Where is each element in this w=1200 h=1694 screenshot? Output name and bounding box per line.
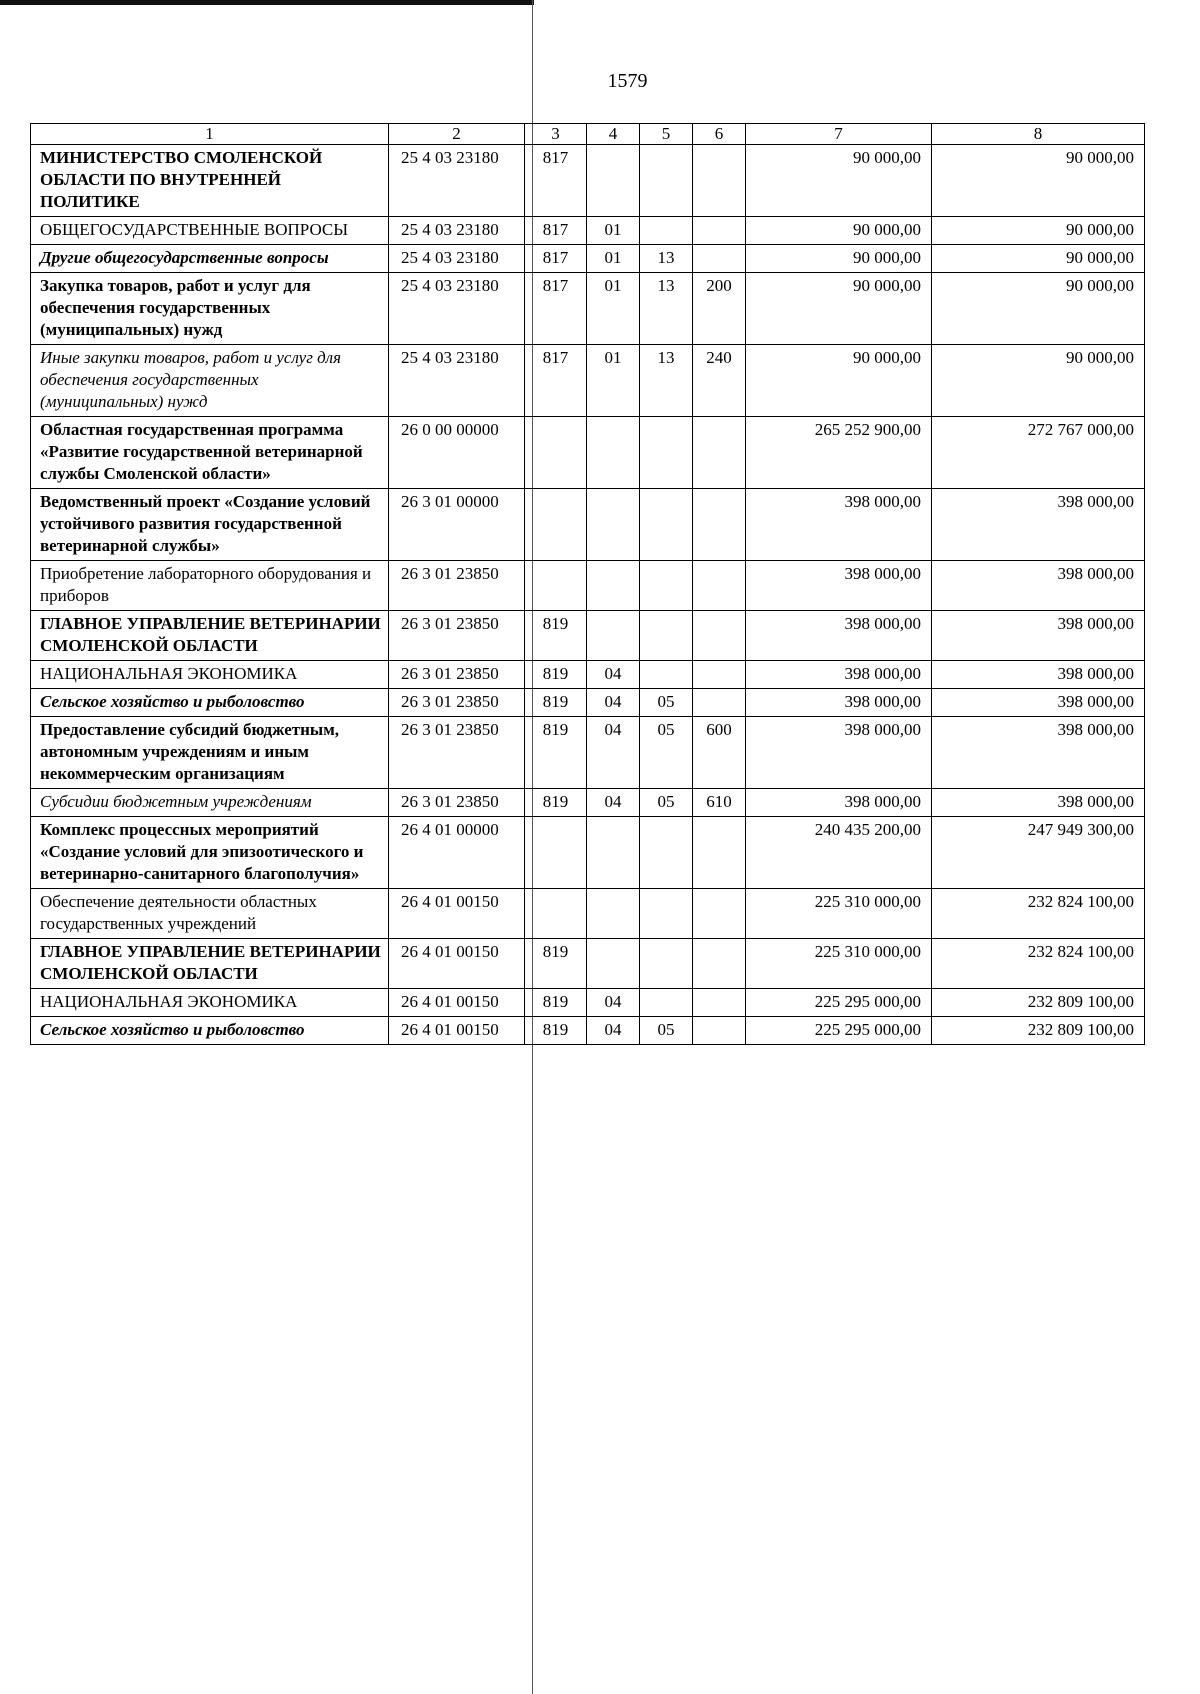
amount-year-1-cell: 265 252 900,00: [746, 417, 932, 489]
table-row: [31, 345, 1145, 417]
amount-year-1-cell: 398 000,00: [746, 489, 932, 561]
section-code-cell: 01: [587, 345, 640, 417]
expense-type-cell: [693, 489, 746, 561]
grbs-cell: 817: [525, 273, 587, 345]
table-row: [31, 417, 1145, 489]
subsection-code-cell: [640, 217, 693, 245]
amount-year-2-cell: 247 949 300,00: [932, 817, 1145, 889]
amount-year-1-cell: 240 435 200,00: [746, 817, 932, 889]
row-name-cell: Закупка товаров, работ и услуг для обеспечения государственных (муниципальных) нужд: [31, 273, 389, 345]
expense-type-cell: [693, 245, 746, 273]
row-name-cell: Сельское хозяйство и рыболовство: [31, 689, 389, 717]
section-code-cell: 04: [587, 689, 640, 717]
subsection-code-cell: [640, 817, 693, 889]
amount-year-2-cell: 90 000,00: [932, 217, 1145, 245]
table-header-row: [31, 124, 1145, 145]
row-name-cell: ГЛАВНОЕ УПРАВЛЕНИЕ ВЕТЕРИНАРИИ СМОЛЕНСКОЙ ОБЛАСТИ: [31, 939, 389, 989]
grbs-cell: 819: [525, 1017, 587, 1045]
expense-type-cell: [693, 889, 746, 939]
table-row: [31, 939, 1145, 989]
budget-table: [30, 123, 1145, 1045]
amount-year-1-cell: 90 000,00: [746, 245, 932, 273]
subsection-code-cell: [640, 939, 693, 989]
amount-year-2-cell: 272 767 000,00: [932, 417, 1145, 489]
amount-year-1-cell: 90 000,00: [746, 273, 932, 345]
subsection-code-cell: 05: [640, 789, 693, 817]
amount-year-2-cell: 232 824 100,00: [932, 939, 1145, 989]
section-code-cell: [587, 417, 640, 489]
row-name-cell: Комплекс процессных мероприятий «Создание условий для эпизоотического и ветеринарно-санитарного благополучия»: [31, 817, 389, 889]
amount-year-1-cell: 398 000,00: [746, 661, 932, 689]
grbs-cell: 819: [525, 717, 587, 789]
target-article-cell: 26 3 01 23850: [389, 717, 525, 789]
section-code-cell: [587, 611, 640, 661]
amount-year-2-cell: 232 824 100,00: [932, 889, 1145, 939]
section-code-cell: [587, 489, 640, 561]
target-article-cell: 25 4 03 23180: [389, 345, 525, 417]
amount-year-1-cell: 90 000,00: [746, 345, 932, 417]
expense-type-cell: 240: [693, 345, 746, 417]
section-code-cell: [587, 889, 640, 939]
grbs-cell: 817: [525, 245, 587, 273]
grbs-cell: [525, 889, 587, 939]
table-row: [31, 145, 1145, 217]
expense-type-cell: [693, 817, 746, 889]
amount-year-1-cell: 398 000,00: [746, 717, 932, 789]
target-article-cell: 25 4 03 23180: [389, 145, 525, 217]
amount-year-2-cell: 232 809 100,00: [932, 989, 1145, 1017]
target-article-cell: 26 4 01 00150: [389, 889, 525, 939]
expense-type-cell: [693, 989, 746, 1017]
subsection-code-cell: 05: [640, 689, 693, 717]
subsection-code-cell: [640, 611, 693, 661]
target-article-cell: 26 3 01 23850: [389, 689, 525, 717]
table-row: [31, 717, 1145, 789]
grbs-cell: 819: [525, 939, 587, 989]
header-cell-5: 5: [640, 124, 693, 145]
subsection-code-cell: [640, 561, 693, 611]
amount-year-1-cell: 398 000,00: [746, 689, 932, 717]
amount-year-2-cell: 232 809 100,00: [932, 1017, 1145, 1045]
top-rule: [0, 0, 534, 5]
expense-type-cell: [693, 611, 746, 661]
header-cell-6: 6: [693, 124, 746, 145]
amount-year-2-cell: 398 000,00: [932, 661, 1145, 689]
row-name-cell: НАЦИОНАЛЬНАЯ ЭКОНОМИКА: [31, 989, 389, 1017]
target-article-cell: 26 0 00 00000: [389, 417, 525, 489]
table-row: [31, 273, 1145, 345]
target-article-cell: 25 4 03 23180: [389, 217, 525, 245]
section-code-cell: 04: [587, 661, 640, 689]
section-code-cell: [587, 145, 640, 217]
amount-year-2-cell: 398 000,00: [932, 789, 1145, 817]
table-row: [31, 817, 1145, 889]
amount-year-1-cell: 225 295 000,00: [746, 989, 932, 1017]
table-row: [31, 561, 1145, 611]
header-cell-4: 4: [587, 124, 640, 145]
table-row: [31, 689, 1145, 717]
grbs-cell: [525, 417, 587, 489]
target-article-cell: 26 4 01 00150: [389, 1017, 525, 1045]
row-name-cell: Приобретение лабораторного оборудования и приборов: [31, 561, 389, 611]
target-article-cell: 26 3 01 23850: [389, 611, 525, 661]
expense-type-cell: [693, 145, 746, 217]
section-code-cell: 01: [587, 245, 640, 273]
amount-year-1-cell: 225 310 000,00: [746, 939, 932, 989]
section-code-cell: [587, 817, 640, 889]
amount-year-2-cell: 90 000,00: [932, 273, 1145, 345]
subsection-code-cell: [640, 661, 693, 689]
target-article-cell: 26 3 01 23850: [389, 789, 525, 817]
header-cell-1: 1: [31, 124, 389, 145]
subsection-code-cell: [640, 417, 693, 489]
section-code-cell: 04: [587, 789, 640, 817]
amount-year-2-cell: 90 000,00: [932, 345, 1145, 417]
amount-year-1-cell: 398 000,00: [746, 611, 932, 661]
section-code-cell: [587, 939, 640, 989]
row-name-cell: Ведомственный проект «Создание условий устойчивого развития государственной ветеринарной службы»: [31, 489, 389, 561]
section-code-cell: 04: [587, 717, 640, 789]
amount-year-2-cell: 90 000,00: [932, 145, 1145, 217]
row-name-cell: ГЛАВНОЕ УПРАВЛЕНИЕ ВЕТЕРИНАРИИ СМОЛЕНСКОЙ ОБЛАСТИ: [31, 611, 389, 661]
header-cell-8: 8: [932, 124, 1145, 145]
amount-year-1-cell: 225 310 000,00: [746, 889, 932, 939]
amount-year-2-cell: 398 000,00: [932, 561, 1145, 611]
row-name-cell: Обеспечение деятельности областных государственных учреждений: [31, 889, 389, 939]
target-article-cell: 25 4 03 23180: [389, 245, 525, 273]
table-row: [31, 611, 1145, 661]
row-name-cell: НАЦИОНАЛЬНАЯ ЭКОНОМИКА: [31, 661, 389, 689]
amount-year-2-cell: 398 000,00: [932, 689, 1145, 717]
grbs-cell: [525, 817, 587, 889]
subsection-code-cell: 13: [640, 345, 693, 417]
section-code-cell: 01: [587, 273, 640, 345]
section-code-cell: 04: [587, 989, 640, 1017]
grbs-cell: [525, 561, 587, 611]
subsection-code-cell: [640, 989, 693, 1017]
amount-year-1-cell: 90 000,00: [746, 145, 932, 217]
subsection-code-cell: [640, 489, 693, 561]
row-name-cell: Областная государственная программа «Развитие государственной ветеринарной службы Смоленской области»: [31, 417, 389, 489]
expense-type-cell: [693, 1017, 746, 1045]
grbs-cell: 817: [525, 345, 587, 417]
target-article-cell: 26 3 01 23850: [389, 561, 525, 611]
table-row: [31, 1017, 1145, 1045]
table-row: [31, 489, 1145, 561]
section-code-cell: [587, 561, 640, 611]
row-name-cell: Предоставление субсидий бюджетным, автономным учреждениям и иным некоммерческим организациям: [31, 717, 389, 789]
amount-year-1-cell: 398 000,00: [746, 789, 932, 817]
page-number: 1579: [607, 70, 648, 92]
amount-year-1-cell: 225 295 000,00: [746, 1017, 932, 1045]
amount-year-1-cell: 398 000,00: [746, 561, 932, 611]
table-row: [31, 989, 1145, 1017]
expense-type-cell: [693, 417, 746, 489]
amount-year-2-cell: 398 000,00: [932, 717, 1145, 789]
row-name-cell: ОБЩЕГОСУДАРСТВЕННЫЕ ВОПРОСЫ: [31, 217, 389, 245]
table-row: [31, 661, 1145, 689]
grbs-cell: 819: [525, 611, 587, 661]
header-cell-7: 7: [746, 124, 932, 145]
target-article-cell: 25 4 03 23180: [389, 273, 525, 345]
row-name-cell: МИНИСТЕРСТВО СМОЛЕНСКОЙ ОБЛАСТИ ПО ВНУТРЕННЕЙ ПОЛИТИКЕ: [31, 145, 389, 217]
target-article-cell: 26 4 01 00150: [389, 939, 525, 989]
expense-type-cell: 200: [693, 273, 746, 345]
expense-type-cell: [693, 561, 746, 611]
target-article-cell: 26 4 01 00000: [389, 817, 525, 889]
target-article-cell: 26 3 01 00000: [389, 489, 525, 561]
table-row: [31, 889, 1145, 939]
section-code-cell: 04: [587, 1017, 640, 1045]
header-cell-2: 2: [389, 124, 525, 145]
expense-type-cell: [693, 217, 746, 245]
expense-type-cell: 600: [693, 717, 746, 789]
subsection-code-cell: 05: [640, 717, 693, 789]
subsection-code-cell: 13: [640, 245, 693, 273]
amount-year-1-cell: 90 000,00: [746, 217, 932, 245]
expense-type-cell: [693, 661, 746, 689]
header-cell-3: 3: [525, 124, 587, 145]
row-name-cell: Иные закупки товаров, работ и услуг для обеспечения государственных (муниципальных) нужд: [31, 345, 389, 417]
subsection-code-cell: 13: [640, 273, 693, 345]
row-name-cell: Сельское хозяйство и рыболовство: [31, 1017, 389, 1045]
target-article-cell: 26 3 01 23850: [389, 661, 525, 689]
table-body: [31, 124, 1145, 1045]
section-code-cell: 01: [587, 217, 640, 245]
amount-year-2-cell: 398 000,00: [932, 611, 1145, 661]
target-article-cell: 26 4 01 00150: [389, 989, 525, 1017]
grbs-cell: 819: [525, 661, 587, 689]
grbs-cell: 817: [525, 217, 587, 245]
subsection-code-cell: [640, 145, 693, 217]
expense-type-cell: [693, 689, 746, 717]
table-row: [31, 789, 1145, 817]
grbs-cell: 819: [525, 989, 587, 1017]
table-row: [31, 217, 1145, 245]
amount-year-2-cell: 90 000,00: [932, 245, 1145, 273]
amount-year-2-cell: 398 000,00: [932, 489, 1145, 561]
row-name-cell: Субсидии бюджетным учреждениям: [31, 789, 389, 817]
grbs-cell: 819: [525, 789, 587, 817]
table-row: [31, 245, 1145, 273]
grbs-cell: [525, 489, 587, 561]
grbs-cell: 817: [525, 145, 587, 217]
subsection-code-cell: 05: [640, 1017, 693, 1045]
expense-type-cell: [693, 939, 746, 989]
grbs-cell: 819: [525, 689, 587, 717]
expense-type-cell: 610: [693, 789, 746, 817]
subsection-code-cell: [640, 889, 693, 939]
row-name-cell: Другие общегосударственные вопросы: [31, 245, 389, 273]
